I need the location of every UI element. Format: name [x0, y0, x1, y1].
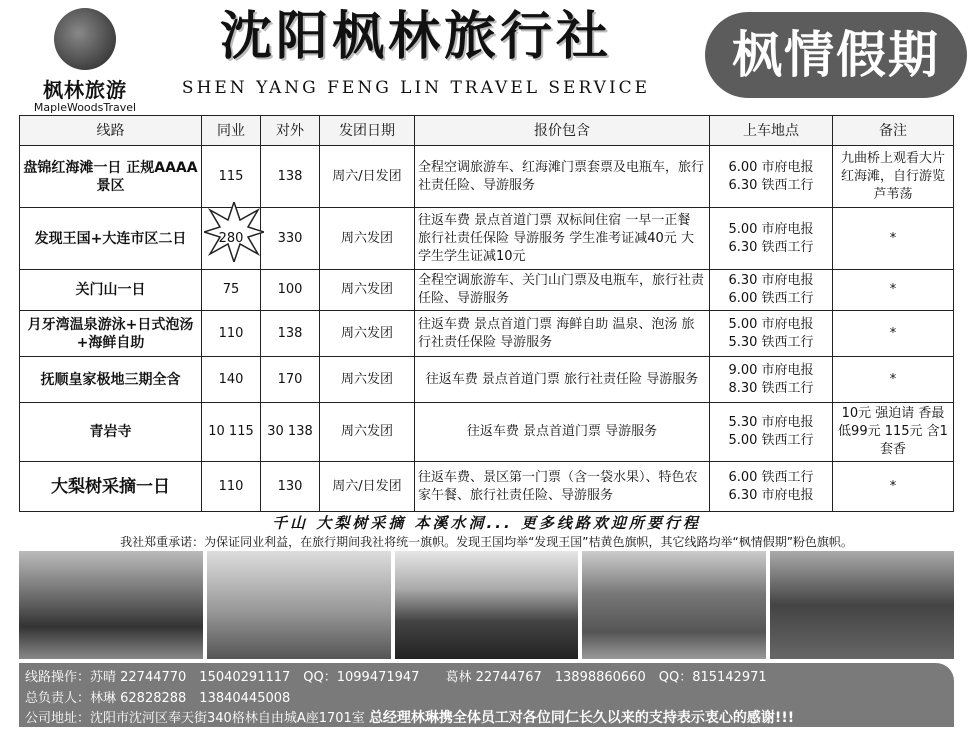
- table-row: [20, 311, 954, 357]
- photo-strip: [19, 551, 954, 659]
- pickup-location: 6.30 市府电报 6.00 铁西工行: [710, 270, 833, 311]
- pickup-location: 9.00 市府电报 8.30 铁西工行: [710, 357, 833, 403]
- col-departure: 发团日期: [320, 116, 415, 146]
- retail-price: 130: [261, 462, 320, 512]
- retail-price: 170: [261, 357, 320, 403]
- route-name: 大梨树采摘一日: [20, 462, 202, 512]
- departure-date: 周六发团: [320, 403, 415, 462]
- route-note: *: [833, 270, 954, 311]
- table-row: [20, 270, 954, 311]
- retail-price: 138: [261, 146, 320, 208]
- moon-sculpture-beach-photo: [207, 551, 391, 659]
- col-notes: 备注: [833, 116, 954, 146]
- peer-price: 110: [202, 311, 261, 357]
- table-row: [20, 357, 954, 403]
- peer-price: 75: [202, 270, 261, 311]
- departure-date: 周六/日发团: [320, 146, 415, 208]
- company-title-english: SHEN YANG FENG LIN TRAVEL SERVICE: [181, 78, 651, 98]
- contact-operators: 线路操作：苏晴 22744770 15040291117 QQ：1099471947 葛林 22744767 13898860660 QQ：815142971: [25, 670, 767, 685]
- coast-rocks-photo: [19, 551, 203, 659]
- routes-table: [19, 115, 954, 512]
- route-name: 抚顺皇家极地三期全含: [20, 357, 202, 403]
- pine-forest-photo: [395, 551, 579, 659]
- table-row: [20, 208, 954, 270]
- price-includes: 往返车费 景点首道门票 海鲜自助 温泉、泡汤 旅行社责任保险 导游服务: [415, 311, 710, 357]
- pickup-location: 6.00 市府电报 6.30 铁西工行: [710, 146, 833, 208]
- route-name: 发现王国+大连市区二日: [20, 208, 202, 270]
- col-route: 线路: [20, 116, 202, 146]
- forest-stream-photo: [770, 551, 954, 659]
- table-header-row: [20, 116, 954, 146]
- retail-price: 138: [261, 311, 320, 357]
- price-includes: 全程空调旅游车、红海滩门票套票及电瓶车，旅行社责任险、导游服务: [415, 146, 710, 208]
- route-note: 九曲桥上观看大片红海滩，自行游览芦苇荡: [833, 146, 954, 208]
- route-note: *: [833, 357, 954, 403]
- col-retail-price: 对外: [261, 116, 320, 146]
- departure-date: 周六发团: [320, 270, 415, 311]
- table-row: [20, 146, 954, 208]
- thanks-slogan: 总经理林琳携全体员工对各位同仁长久以来的支持表示衷心的感谢!!!: [368, 710, 795, 726]
- retail-price: 330: [261, 208, 320, 270]
- holiday-badge: 枫情假期: [705, 12, 967, 98]
- route-note: *: [833, 311, 954, 357]
- col-peer-price: 同业: [202, 116, 261, 146]
- price-includes: 往返车费 景点首道门票 双标间住宿 一早一正餐 旅行社责任保险 导游服务 学生准考证减40元 大学生学生证减10元: [415, 208, 710, 270]
- table-row: [20, 403, 954, 462]
- col-pickup: 上车地点: [710, 116, 833, 146]
- more-routes-banner: 千山 大梨树采摘 本溪水洞... 更多线路欢迎所要行程: [272, 514, 701, 532]
- route-name: 盘锦红海滩一日 正规AAAA景区: [20, 146, 202, 208]
- table-row: [20, 462, 954, 512]
- peer-price: [202, 208, 261, 270]
- logo-chinese-name: 枫林旅游: [43, 78, 127, 102]
- company-logo: [30, 8, 140, 114]
- route-note: *: [833, 462, 954, 512]
- price-includes: 往返车费 景点首道门票 旅行社责任险 导游服务: [415, 357, 710, 403]
- peer-price: 115: [202, 146, 261, 208]
- price-includes: 往返车费 景点首道门票 导游服务: [415, 403, 710, 462]
- logo-english-name: MapleWoodsTravel: [33, 101, 137, 114]
- peer-price-value: 280: [218, 230, 244, 246]
- col-includes: 报价包含: [415, 116, 710, 146]
- contact-footer: [19, 663, 954, 727]
- route-name: 青岩寺: [20, 403, 202, 462]
- pickup-location: 6.00 铁西工行 6.30 市府电报: [710, 462, 833, 512]
- castle-gate-photo: [582, 551, 766, 659]
- price-includes: 往返车费、景区第一门票（含一袋水果）、特色农家午餐、旅行社责任险、导游服务: [415, 462, 710, 512]
- peer-price: 10 115: [202, 403, 261, 462]
- contact-manager: 总负责人：林琳 62828288 13840445008: [25, 691, 291, 706]
- peer-price: 110: [202, 462, 261, 512]
- route-note: *: [833, 208, 954, 270]
- departure-date: 周六发团: [320, 357, 415, 403]
- price-includes: 全程空调旅游车、关门山门票及电瓶车，旅行社责任险、导游服务: [415, 270, 710, 311]
- route-note: 10元 强迫请 香最低99元 115元 含1套香: [833, 403, 954, 462]
- route-name: 关门山一日: [20, 270, 202, 311]
- pickup-location: 5.00 市府电报 6.30 铁西工行: [710, 208, 833, 270]
- maple-logo-icon: [54, 8, 116, 70]
- company-title: 沈阳枫林旅行社: [219, 7, 612, 67]
- flag-notice: 我社郑重承诺：为保证同业利益，在旅行期间我社将统一旗帜。发现王国均举“发现王国”桔黄色旗帜，其它线路均举“枫情假期”粉色旗帜。: [120, 535, 853, 549]
- pickup-location: 5.00 市府电报 5.30 铁西工行: [710, 311, 833, 357]
- retail-price: 100: [261, 270, 320, 311]
- company-address: 公司地址：沈阳市沈河区奉天街340格林自由城A座1701室: [25, 711, 365, 726]
- departure-date: 周六/日发团: [320, 462, 415, 512]
- retail-price: 30 138: [261, 403, 320, 462]
- pickup-location: 5.30 市府电报 5.00 铁西工行: [710, 403, 833, 462]
- departure-date: 周六发团: [320, 208, 415, 270]
- route-name: 月牙湾温泉游泳+日式泡汤+海鲜自助: [20, 311, 202, 357]
- contact-address: [25, 707, 794, 727]
- peer-price: 140: [202, 357, 261, 403]
- departure-date: 周六发团: [320, 311, 415, 357]
